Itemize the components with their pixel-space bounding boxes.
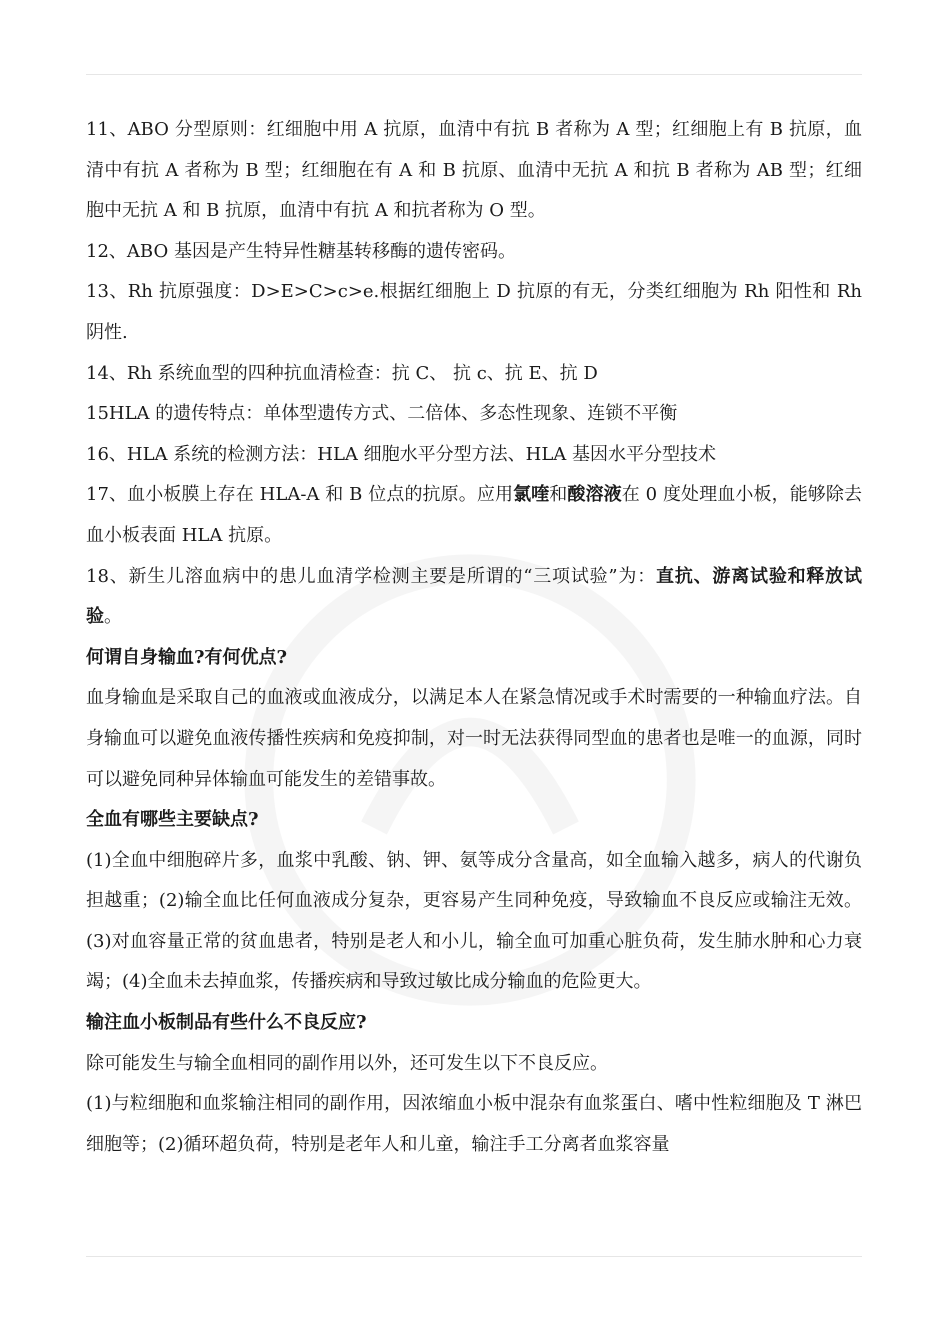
item-17-text-a: 17、血小板膜上存在 HLA-A 和 B 位点的抗原。应用 [86, 484, 514, 506]
section-body-autologous: 血身输血是采取自己的血液或血液成分，以满足本人在紧急情况或手术时需要的一种输血疗法。自身输血可以避免血液传播性疾病和免疫抑制，对一时无法获得同型血的患者也是唯一的血源，同时可以避免同种异体输血可能发生的差错事故。 [86, 687, 862, 790]
item-11: 11、ABO 分型原则：红细胞中用 A 抗原，血清中有抗 B 者称为 A 型；红细胞上有 B 抗原，血清中有抗 A 者称为 B 型；红细胞在有 A 和 B 抗原、血清中无抗 A 和抗 B 者称为 AB 型；红细胞中无抗 A 和 B 抗原，血清中有抗 A 和抗者称为 O 型。 [86, 119, 862, 222]
item-17-bold-chloroquine: 氯喹 [513, 484, 550, 506]
section-heading-whole-blood: 全血有哪些主要缺点? [86, 809, 259, 831]
item-18-text-a: 18、新生儿溶血病中的患儿血清学检测主要是所谓的“三项试验”为： [86, 565, 657, 587]
item-18 [86, 557, 862, 638]
item-13: 13、Rh 抗原强度：D>E>C>c>e.根据红细胞上 D 抗原的有无，分类红细胞为 Rh 阳性和 Rh 阴性. [86, 281, 862, 343]
item-12: 12、ABO 基因是产生特异性糖基转移酶的遗传密码。 [86, 240, 516, 262]
item-17 [86, 475, 862, 556]
item-18-bold-tests: 直抗、游离试验和释放试验 [86, 565, 863, 628]
item-15: 15HLA 的遗传特点：单体型遗传方式、二倍体、多态性现象、连锁不平衡 [86, 403, 678, 425]
header-rule [86, 74, 862, 75]
item-17-text-d: 在 0 度处理血小板，能够除去血小板表面 HLA 抗原。 [86, 484, 863, 546]
section-body-platelet: 除可能发生与输全血相同的副作用以外，还可发生以下不良反应。 [86, 1052, 608, 1074]
section-body-whole-blood: (1)全血中细胞碎片多，血浆中乳酸、钠、钾、氨等成分含量高，如全血输入越多，病人的代谢负担越重；(2)输全血比任何血液成分复杂，更容易产生同种免疫，导致输血不良反应或输注无效。(3)对血容量正常的贫血患者，特别是老人和小儿，输全血可加重心脏负荷，发生肺水肿和心力衰竭；(4)全血未去掉血浆，传播疾病和导致过敏比成分输血的危险更大。 [86, 849, 862, 993]
item-17-bold-acid: 酸溶液 [567, 484, 622, 506]
item-16: 16、HLA 系统的检测方法：HLA 细胞水平分型方法、HLA 基因水平分型技术 [86, 443, 717, 465]
item-17-text-c: 和 [549, 484, 568, 506]
section-heading-autologous: 何谓自身输血?有何优点? [86, 646, 288, 668]
item-18-text-c: 。 [104, 606, 122, 628]
document-body [86, 110, 862, 1165]
section-body-platelet-2: (1)与粒细胞和血浆输注相同的副作用，因浓缩血小板中混杂有血浆蛋白、嗜中性粒细胞及 T 淋巴细胞等；(2)循环超负荷，特别是老年人和儿童，输注手工分离者血浆容量 [86, 1093, 862, 1155]
item-14: 14、Rh 系统血型的四种抗血清检查：抗 C、 抗 c、抗 E、抗 D [86, 362, 598, 384]
section-heading-platelet: 输注血小板制品有些什么不良反应? [86, 1012, 367, 1034]
footer-rule [86, 1256, 862, 1257]
